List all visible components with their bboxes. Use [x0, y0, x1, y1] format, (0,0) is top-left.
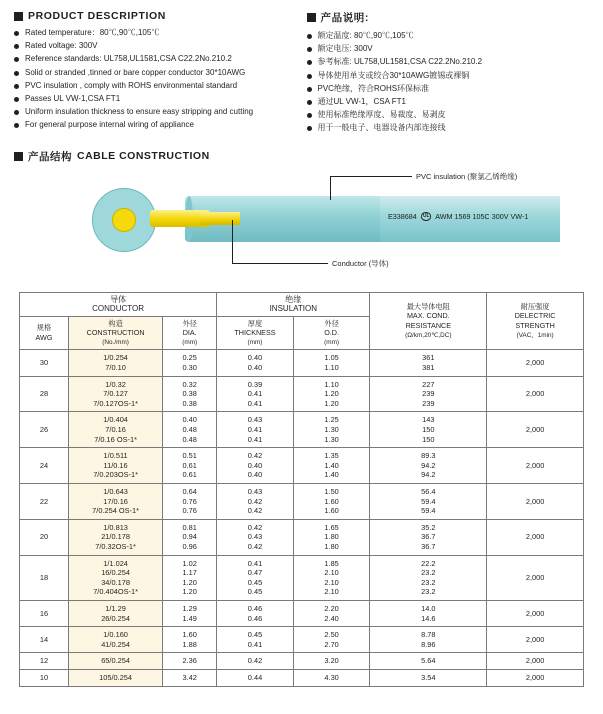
table-row	[20, 412, 584, 448]
cell-od: 1.05 1.10	[293, 350, 370, 376]
cell-awg: 26	[20, 412, 69, 448]
list-item: 通过UL VW-1，CSA FT1	[307, 97, 590, 107]
product-description-cn-list	[307, 31, 590, 133]
cell-thickness: 0.43 0.42 0.42	[217, 484, 294, 520]
cell-awg: 14	[20, 627, 69, 653]
cell-diameter: 0.32 0.38 0.38	[163, 376, 217, 412]
cell-awg: 18	[20, 555, 69, 600]
header-strength-en2: STRENGTH	[515, 320, 555, 330]
cell-strength: 2,000	[487, 412, 584, 448]
cell-diameter: 0.40 0.48 0.48	[163, 412, 217, 448]
cell-diameter: 3.42	[163, 669, 217, 686]
cell-construction: 1/0.404 7/0.16 7/0.16 OS-1*	[68, 412, 162, 448]
cell-thickness: 0.42 0.40 0.40	[217, 448, 294, 484]
list-item: 使用标准绝缘厚度、易裁度、易剥皮	[307, 110, 590, 120]
product-description-cn-title: 产品说明:	[320, 12, 369, 24]
header-awg	[20, 316, 69, 350]
header-strength-unit: (VAC、1min)	[516, 331, 554, 339]
header-insulation	[217, 292, 370, 316]
cell-resistance: 5.64	[370, 653, 487, 670]
cell-construction: 1/1.29 26/0.254	[68, 600, 162, 626]
list-item: Passes UL VW-1,CSA FT1	[14, 94, 297, 104]
header-thickness-cn: 厚度	[247, 318, 263, 328]
header-conductor-cn: 导体	[110, 294, 127, 304]
table-row	[20, 376, 584, 412]
list-item: Rated voltage: 300V	[14, 41, 297, 51]
cell-od: 3.20	[293, 653, 370, 670]
product-description-column	[14, 10, 297, 137]
cell-resistance: 56.4 59.4 59.4	[370, 484, 487, 520]
list-item: PVC绝缘，符合ROHS环保标准	[307, 84, 590, 94]
cell-diameter: 0.51 0.61 0.61	[163, 448, 217, 484]
cell-construction: 1/0.160 41/0.254	[68, 627, 162, 653]
header-diameter	[163, 316, 217, 350]
cell-awg: 24	[20, 448, 69, 484]
header-od-unit: (mm)	[324, 338, 340, 346]
header-resistance-en2: RESISTANCE	[405, 320, 452, 330]
header-construction-cn: 构造	[108, 318, 123, 328]
header-diameter-en: DIA.	[182, 328, 197, 338]
cell-thickness: 0.44	[217, 669, 294, 686]
cell-strength: 2,000	[487, 519, 584, 555]
cell-diameter: 1.02 1.17 1.20 1.20	[163, 555, 217, 600]
header-conductor-en: CONDUCTOR	[92, 304, 145, 314]
table-body	[20, 350, 584, 686]
header-resistance-unit: (Ω/km,20℃,DC)	[405, 331, 452, 339]
list-item: 参考标准: UL758,UL1581,CSA C22.2No.210.2	[307, 57, 590, 67]
cell-construction: 1/0.32 7/0.127 7/0.127OS-1*	[68, 376, 162, 412]
cell-od: 1.25 1.30 1.30	[293, 412, 370, 448]
cell-od: 1.35 1.40 1.40	[293, 448, 370, 484]
table-row	[20, 448, 584, 484]
cell-awg: 12	[20, 653, 69, 670]
cell-awg: 30	[20, 350, 69, 376]
header-insulation-cn: 绝缘	[285, 294, 302, 304]
header-awg-cn: 规格	[36, 323, 52, 333]
header-construction-en: CONSTRUCTION	[86, 328, 145, 338]
cable-construction-title-cn: 产品结构	[28, 150, 72, 163]
list-item: 导体使用单支或绞合30*10AWG镀锡或裸铜	[307, 71, 590, 81]
cell-construction: 105/0.254	[68, 669, 162, 686]
header-construction	[68, 316, 162, 350]
product-description-title: PRODUCT DESCRIPTION	[28, 10, 166, 22]
cell-awg: 16	[20, 600, 69, 626]
cable-printed-marking	[388, 212, 528, 221]
cell-thickness: 0.42 0.43 0.42	[217, 519, 294, 555]
cell-construction: 65/0.254	[68, 653, 162, 670]
cell-construction: 1/0.643 17/0.16 7/0.254 OS-1*	[68, 484, 162, 520]
cell-strength: 2,000	[487, 448, 584, 484]
header-thickness-en: THICKNESS	[234, 328, 276, 338]
product-description-cn-column	[307, 10, 590, 137]
cell-diameter: 0.64 0.76 0.76	[163, 484, 217, 520]
cell-diameter: 1.60 1.88	[163, 627, 217, 653]
cell-diameter: 2.36	[163, 653, 217, 670]
cell-strength: 2,000	[487, 484, 584, 520]
product-description-heading	[14, 10, 297, 22]
cell-resistance: 35.2 36.7 36.7	[370, 519, 487, 555]
cell-resistance: 89.3 94.2 94.2	[370, 448, 487, 484]
cell-od: 2.50 2.70	[293, 627, 370, 653]
cell-thickness: 0.39 0.41 0.41	[217, 376, 294, 412]
table-header	[20, 292, 584, 350]
specification-table	[19, 292, 584, 687]
table-row	[20, 555, 584, 600]
cell-od: 2.20 2.40	[293, 600, 370, 626]
cell-construction: 1/0.813 21/0.178 7/0.32OS-1*	[68, 519, 162, 555]
cell-diameter: 1.29 1.49	[163, 600, 217, 626]
header-strength-en: DELECTRIC	[514, 311, 556, 321]
square-bullet-icon	[14, 12, 23, 21]
cable-construction-heading	[0, 137, 603, 164]
cell-thickness: 0.43 0.41 0.41	[217, 412, 294, 448]
leader-line-conductor-vertical	[232, 220, 233, 264]
header-od-cn: 外径	[324, 318, 339, 328]
header-resistance	[370, 292, 487, 350]
cell-thickness: 0.45 0.41	[217, 627, 294, 653]
cell-strength: 2,000	[487, 376, 584, 412]
table-row	[20, 669, 584, 686]
header-construction-unit: (No./mm)	[102, 338, 129, 346]
label-conductor: Conductor (导体)	[332, 258, 389, 268]
cell-resistance: 8.78 8.96	[370, 627, 487, 653]
product-description-list	[14, 28, 297, 130]
cert-number: E338684	[388, 211, 417, 221]
table-row	[20, 600, 584, 626]
cell-od: 4.30	[293, 669, 370, 686]
header-strength	[487, 292, 584, 350]
table-row	[20, 627, 584, 653]
cell-construction: 1/1.024 16/0.254 34/0.178 7/0.404OS-1*	[68, 555, 162, 600]
table-header-row-group	[20, 292, 584, 316]
cell-awg: 22	[20, 484, 69, 520]
cell-od: 1.50 1.60 1.60	[293, 484, 370, 520]
header-strength-cn: 耐压强度	[520, 301, 550, 311]
cell-thickness: 0.42	[217, 653, 294, 670]
cell-resistance: 22.2 23.2 23.2 23.2	[370, 555, 487, 600]
header-thickness-unit: (mm)	[247, 338, 263, 346]
table-row	[20, 484, 584, 520]
cell-awg: 28	[20, 376, 69, 412]
cell-resistance: 14.0 14.6	[370, 600, 487, 626]
table-row	[20, 519, 584, 555]
cable-construction-title-en: CABLE CONSTRUCTION	[77, 150, 210, 162]
square-bullet-icon	[307, 13, 316, 22]
cell-thickness: 0.41 0.47 0.45 0.45	[217, 555, 294, 600]
cell-thickness: 0.40 0.40	[217, 350, 294, 376]
list-item: Solid or stranded ,tinned or bare copper conductor 30*10AWG	[14, 68, 297, 78]
cable-conductor-core-tip	[200, 212, 240, 225]
list-item: 用于一般电子、电器设备内部连接线	[307, 123, 590, 133]
leader-line-conductor-horizontal	[232, 263, 328, 264]
cell-awg: 20	[20, 519, 69, 555]
cell-od: 1.85 2.10 2.10 2.10	[293, 555, 370, 600]
cell-construction: 1/0.254 7/0.10	[68, 350, 162, 376]
cell-strength: 2,000	[487, 653, 584, 670]
label-pvc-insulation: PVC insulation (聚氯乙烯绝缘)	[416, 171, 518, 181]
cable-diagram	[0, 168, 603, 288]
list-item: 额定电压: 300V	[307, 44, 590, 54]
cell-resistance: 3.54	[370, 669, 487, 686]
ul-logo-icon: UL	[421, 212, 432, 221]
header-diameter-cn: 外径	[182, 318, 197, 328]
square-bullet-icon	[14, 152, 23, 161]
header-diameter-unit: (mm)	[182, 338, 198, 346]
list-item: 额定温度: 80℃,90℃,105℃	[307, 31, 590, 41]
cell-resistance: 361 381	[370, 350, 487, 376]
header-od-en: O.D.	[324, 328, 339, 338]
cell-od: 1.65 1.80 1.80	[293, 519, 370, 555]
cable-cross-section-conductor	[112, 208, 136, 232]
cell-diameter: 0.25 0.30	[163, 350, 217, 376]
header-awg-en: AWG	[35, 333, 53, 343]
cell-construction: 1/0.511 11/0.16 7/0.203OS-1*	[68, 448, 162, 484]
header-resistance-en: MAX. COND.	[406, 311, 450, 321]
cell-strength: 2,000	[487, 350, 584, 376]
list-item: Rated temperature：80℃,90℃,105℃	[14, 28, 297, 38]
cell-strength: 2,000	[487, 669, 584, 686]
list-item: Uniform insulation thickness to ensure easy stripping and cutting	[14, 107, 297, 117]
cell-od: 1.10 1.20 1.20	[293, 376, 370, 412]
description-columns	[0, 0, 603, 137]
cell-resistance: 143 150 150	[370, 412, 487, 448]
leader-line-insulation-vertical	[330, 176, 331, 200]
cell-awg: 10	[20, 669, 69, 686]
list-item: PVC insulation , comply with ROHS environmental standard	[14, 81, 297, 91]
header-resistance-cn: 最大导体电阻	[406, 301, 450, 311]
cell-diameter: 0.81 0.94 0.96	[163, 519, 217, 555]
header-thickness	[217, 316, 294, 350]
cell-resistance: 227 239 239	[370, 376, 487, 412]
list-item: For general purpose internal wiring of appliance	[14, 120, 297, 130]
cell-strength: 2,000	[487, 627, 584, 653]
cert-rating: AWM 1569 105C 300V VW-1	[435, 211, 529, 221]
list-item: Reference standards: UL758,UL1581,CSA C22.2No.210.2	[14, 54, 297, 64]
header-conductor	[20, 292, 217, 316]
header-insulation-en: INSULATION	[269, 304, 317, 314]
cell-strength: 2,000	[487, 555, 584, 600]
table-row	[20, 653, 584, 670]
cell-thickness: 0.46 0.46	[217, 600, 294, 626]
table-row	[20, 350, 584, 376]
cell-strength: 2,000	[487, 600, 584, 626]
leader-line-insulation-horizontal	[330, 176, 412, 177]
product-description-cn-heading	[307, 10, 590, 25]
header-od	[293, 316, 370, 350]
